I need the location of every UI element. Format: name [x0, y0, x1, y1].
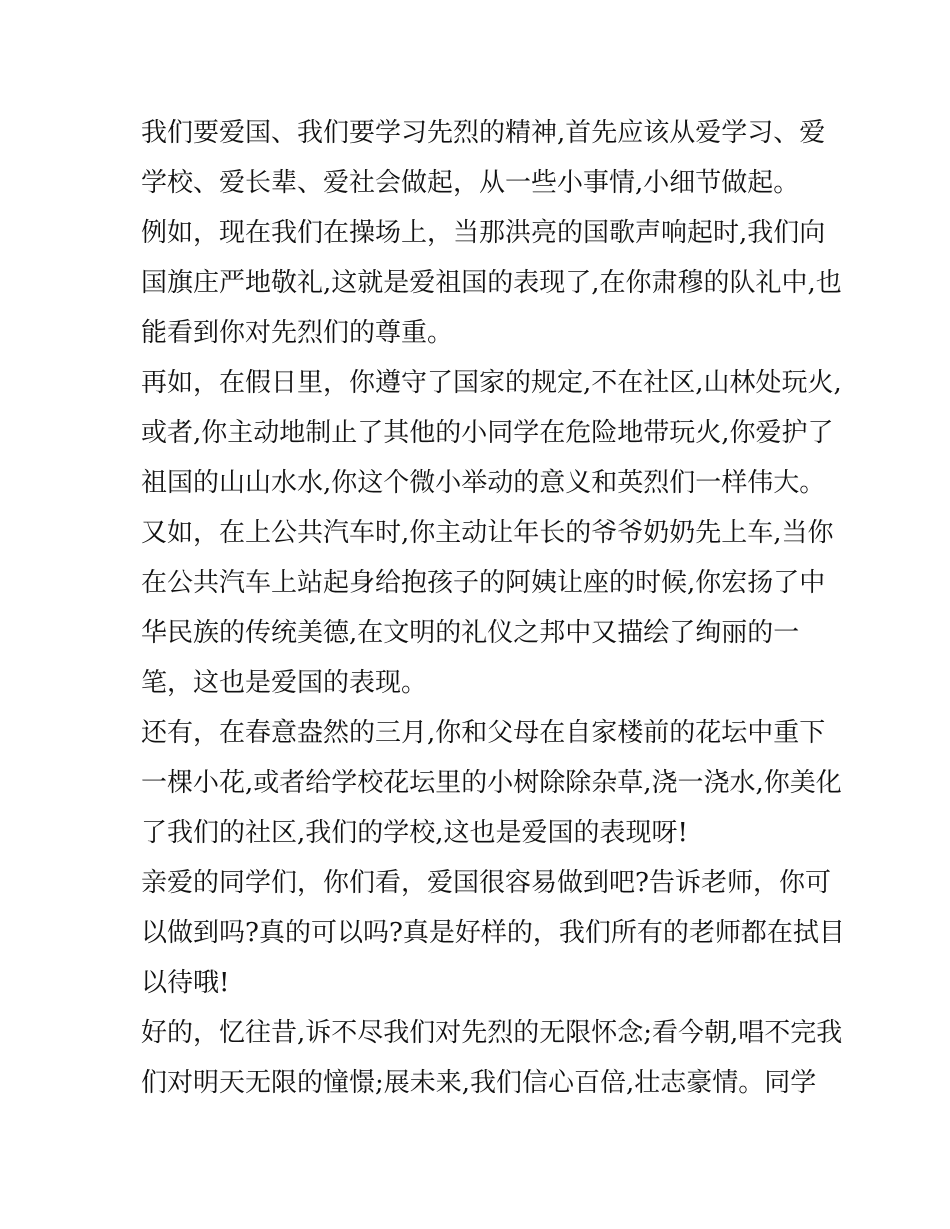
- text-line: 在公共汽车上站起身给抱孩子的阿姨让座的时候,你宏扬了中: [141, 568, 826, 598]
- text-line: 再如，在假日里，你遵守了国家的规定,不在社区,山林处玩火,: [141, 368, 842, 398]
- text-line: 们对明天无限的憧憬;展未来,我们信心百倍,壮志豪情。同学: [141, 1068, 817, 1098]
- text-line: 亲爱的同学们，你们看，爱国很容易做到吧?告诉老师，你可: [141, 868, 831, 898]
- text-line: 笔，这也是爱国的表现。: [141, 668, 428, 698]
- text-line: 了我们的社区,我们的学校,这也是爱国的表现呀!: [141, 818, 688, 848]
- text-line: 我们要爱国、我们要学习先烈的精神,首先应该从爱学习、爱: [141, 118, 826, 148]
- text-line: 好的，忆往昔,诉不尽我们对先烈的无限怀念;看今朝,唱不完我: [141, 1018, 843, 1048]
- text-line: 华民族的传统美德,在文明的礼仪之邦中又描绘了绚丽的一: [141, 618, 800, 648]
- text-line: 以待哦!: [141, 968, 230, 998]
- text-line: 还有，在春意盎然的三月,你和父母在自家楼前的花坛中重下: [141, 718, 826, 748]
- text-line: 祖国的山山水水,你这个微小举动的意义和英烈们一样伟大。: [141, 468, 826, 498]
- text-line: 学校、爱长辈、爱社会做起，从一些小事情,小细节做起。: [141, 168, 800, 198]
- text-line: 或者,你主动地制止了其他的小同学在危险地带玩火,你爱护了: [141, 418, 834, 448]
- text-line: 国旗庄严地敬礼,这就是爱祖国的表现了,在你肃穆的队礼中,也: [141, 268, 842, 298]
- text-line: 例如，现在我们在操场上，当那洪亮的国歌声响起时,我们向: [141, 218, 826, 248]
- text-line: 一棵小花,或者给学校花坛里的小树除除杂草,浇一浇水,你美化: [141, 768, 842, 798]
- text-line: 能看到你对先烈们的尊重。: [141, 318, 454, 348]
- body-text: [141, 108, 845, 1108]
- text-line: 又如，在上公共汽车时,你主动让年长的爷爷奶奶先上车,当你: [141, 518, 834, 548]
- text-line: 以做到吗?真的可以吗?真是好样的，我们所有的老师都在拭目: [141, 918, 845, 948]
